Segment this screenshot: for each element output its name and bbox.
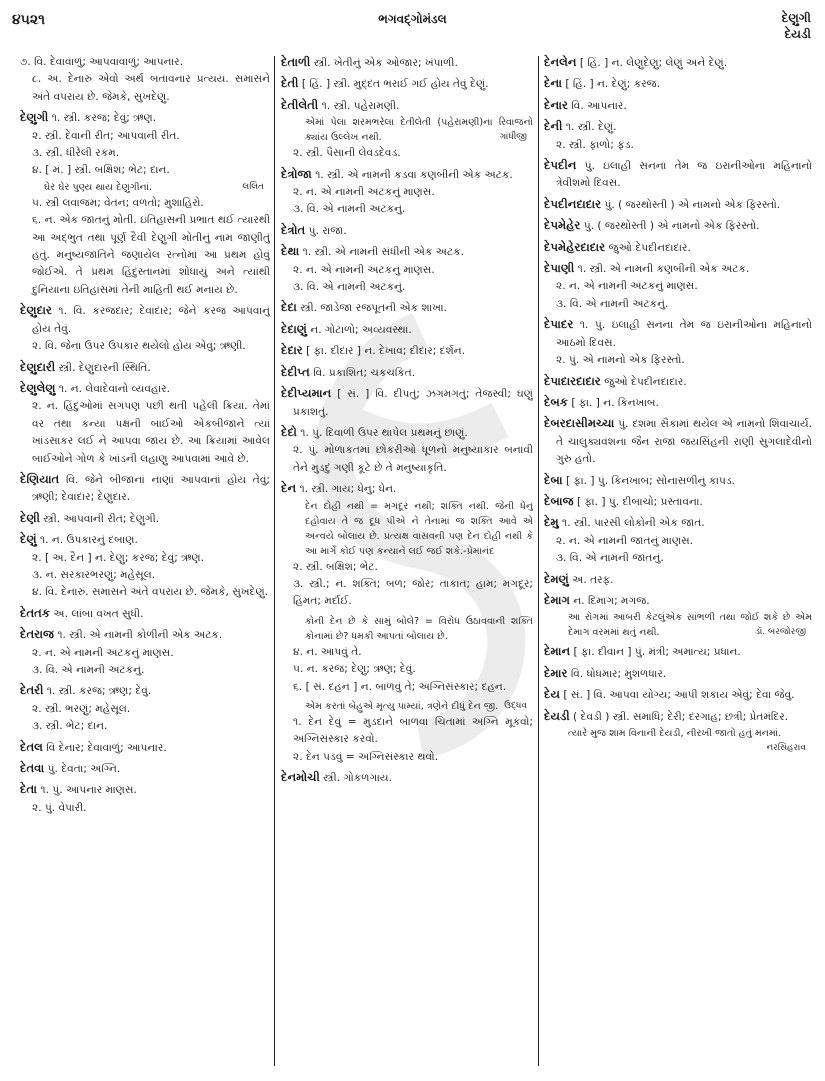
definition-line [20, 800, 270, 817]
definition-line [20, 302, 270, 338]
dictionary-entry [281, 54, 533, 72]
headword: દેણુદાર [20, 303, 52, 318]
headword: દેયડી [544, 708, 570, 723]
dictionary-entry [281, 321, 533, 339]
headword: દેદા [281, 300, 297, 315]
dictionary-entry [281, 299, 533, 317]
quote-text: ત્યારે મુજ શામ વિનાની દેયડી, નીરખી જાતો હતું મનમાં. [568, 728, 782, 739]
column-1 [20, 54, 270, 1063]
dictionary-entry [281, 769, 533, 787]
headword: દેતતક [20, 605, 51, 620]
dictionary-entry [281, 97, 533, 163]
quote-citation: નરસિંહરાવ [766, 743, 806, 753]
definition-text: પું. ( જરથોસ્તી ) એ નામનો એક ફિરસ્તો. [604, 198, 781, 211]
dictionary-entry [281, 222, 533, 240]
definition-text: ( દેવડી ) સ્ત્રી. સમાધિ; દેરી; દરગાહ; છત્રી; પ્રેતમંદિર. [573, 710, 789, 723]
dictionary-entry [281, 243, 533, 296]
definition-line [20, 781, 270, 799]
definition-line [544, 352, 812, 369]
definition-text: ૧. પું. આપનાર માણસ. [40, 784, 137, 797]
headword: દેથા [281, 244, 300, 259]
dictionary-entry [544, 415, 812, 468]
definition-line [544, 493, 812, 511]
headword: દેમણું [544, 571, 569, 586]
definition-line [20, 567, 270, 584]
dictionary-entry [281, 480, 533, 611]
definition-text: ૩. વિ. એ નામની અટકનું. [293, 203, 406, 216]
definition-line [281, 424, 533, 442]
definition-text: ૨. [ અ. દૈન ] ન. દેણુ; કરજ; દેવું; ઋણ. [32, 551, 205, 564]
headword: દેપદીનદાદાર [544, 196, 602, 211]
definition-text: ૨. ન. એ નામની અટકનું માણસ. [556, 280, 698, 293]
definition-line [20, 739, 270, 757]
dictionary-entry [544, 472, 812, 490]
definition-text: પું. દશમા સૈકામાં થયેલ એ નામનો શિવાચાર્ય. તે ચાલુક્યવંશના જૈન રાજા જયસિંહની રાણી સુગલાદેવીનો ગુરુ હતો. [556, 418, 812, 466]
definition-text: ૧. ન. ઉપકારનું દબાણ. [39, 534, 138, 547]
dictionary-entry [20, 605, 270, 623]
definition-text: ૩. સ્ત્રી. ધીરેલી રકમ. [32, 147, 120, 160]
column-2 [281, 54, 533, 1063]
headword: દેદો [281, 424, 297, 439]
headword: દેપદીન [544, 158, 577, 173]
dictionary-entry [544, 196, 812, 214]
definition-text: ૩. વિ. એ નામની જાતનું. [556, 552, 664, 565]
dictionary-entry [544, 239, 812, 257]
dictionary-entry [544, 97, 812, 115]
headword: દેબા [544, 472, 563, 487]
headword: દેય [544, 687, 560, 702]
definition-text: ૩. સ્ત્રી. ભેટ; દાન. [32, 720, 108, 733]
definition-line [20, 510, 270, 528]
definition-text: [ ફા. ] પું. કિનખાબ; સોનાસળીનું કાપડ. [566, 474, 736, 487]
headword: દેતરી [20, 683, 44, 698]
usage-quote [281, 499, 533, 559]
definition-text: ૭. વિ. દેવાવાળું; આપવાવાળું; આપનાર. [20, 56, 183, 68]
dictionary-entry [20, 54, 270, 106]
dictionary-entry [20, 781, 270, 817]
definition-line [544, 415, 812, 468]
definition-line [20, 662, 270, 679]
definition-line [281, 321, 533, 339]
definition-line [544, 196, 812, 214]
headword: દેપમેહેરદાદાર [544, 239, 606, 254]
definition-line [544, 373, 812, 391]
definition-text: [ સં. ] વિ. દીપતું; ઝગમગતું; તેજસ્વી; ઘણું પ્રકાશતું. [293, 388, 533, 418]
definition-line [281, 299, 533, 317]
definition-line [281, 54, 533, 72]
definition-line [281, 243, 533, 261]
definition-text: [ ફા. દીવાન ] પું. મંત્રી; અમાત્ય; પ્રધાન. [573, 646, 741, 659]
definition-line [544, 75, 812, 93]
definition-text: ૩. વિ. એ નામની અટકનું. [556, 297, 669, 310]
quote-text: કોની દેન છે કે સામું બોલે? = વિરોધ ઉઠાવવાની શક્તિ કોનામાં છે? ધમકી આપતાં બોલાય છે. [305, 615, 533, 642]
headword: દેતા [20, 782, 38, 797]
definition-line [281, 442, 533, 477]
dictionary-entry [544, 686, 812, 704]
column-3 [544, 54, 812, 1063]
headword: દેતવા [20, 761, 45, 776]
dictionary-entry [281, 364, 533, 382]
dictionary-entry [544, 54, 812, 72]
definition-text: ૧. પું. દિવાળી ઉપર થાપેલ પ્રથમનું છાણું. [300, 426, 468, 439]
headword: દેતરાજ [20, 627, 54, 642]
definition-text: [ સં. ] વિ. આપવા યોગ્ય; આપી શકાય એવું; દેવા જેવું. [563, 689, 795, 702]
headword: દેપાણી [544, 261, 575, 276]
dictionary-entry [281, 385, 533, 421]
headword: દેતી [281, 76, 299, 91]
dictionary-entry [544, 217, 812, 235]
definition-line [544, 296, 812, 313]
definition-text: ૧. સ્ત્રી. એ નામની કણબીની એક અટક. [577, 263, 750, 276]
definition-text: ૨. સ્ત્રી. દેવાની રીત; આપવાની રીત. [32, 129, 180, 142]
definition-text: સ્ત્રી. દેણુદારની સ્થિતિ. [58, 361, 151, 374]
definition-text: ૨. ન. હિંદુઓમાં સગપણ પછી થતી પહેલી ક્રિયા. તેમાં વર તથા કન્યા પક્ષની બાઈઓ એકબીજાને ત્યાં ખાંડસાકર લઈ ને આપવા જાય છે. આ ક્રિયામાં આવેલ બાઈઓને ગોળ કે ખાંડની લહાણુ આપવામાં આવે છે. [32, 400, 270, 465]
definition-text: [ ફા. દીદાર ] ન. દેખાવ; દીદાર; દર્શન. [306, 345, 466, 358]
dictionary-entry [20, 359, 270, 377]
dictionary-entry [281, 166, 533, 219]
definition-line [20, 605, 270, 623]
dictionary-entry [281, 614, 533, 696]
definition-line: ૬. ન. એક જાતનું મોતી. ઇતિહાસની પ્રભાત થઈ ત્યારથી આ અદ્ભુત તથા પૂર્ણ દૈવી દેણુગી મોતીનું નામ જાણીતું હતું. મનુષ્યજાતિને જણાયેલ રત્નોમાં આ પ્રથમ હોવું જોઈએ. તે પ્રથમ હિંદુસ્તાનમાં શોધાયું અને ત્યાંથી દુનિયાના ઇતિહાસમાં તેની માહિતી થઈ મનાય છે. [32, 214, 270, 296]
definition-line [544, 316, 812, 352]
definition-text: ૪. [ મં. ] સ્ત્રી. બક્ષિશ; ભેટ; દાન. [32, 164, 170, 177]
headword: દેણું [20, 532, 37, 547]
definition-line [544, 472, 812, 490]
quote-text: દેન દોહી નથી = મગદૂર નથી; શક્તિ નથી. જેની ધેનુ દહોવાય તે જ દૂધ પીએ ને તેનામાં જ શક્તિ આવે એ અન્વયે બોલાય છે. પ્રત્યક્ષ વાસવની પણ દેન દોહી નથી કે આ માર્ગે કોઈ પણ કન્યાને લઈ જઈ શકે.-પ્રેમાનંદ [305, 500, 533, 557]
definition-line [20, 359, 270, 377]
headword: દેબરદાસીમચ્ચા [544, 416, 615, 431]
guide-word-first: દેણુગી [781, 11, 811, 25]
definition-line [544, 571, 812, 589]
definition-text: પું. દેવતા; અગ્નિ. [47, 763, 121, 776]
definition-text: ૧. સ્ત્રી. પારસી લોકોની એક જાત. [562, 517, 705, 530]
headword: દેણિયાત [20, 471, 60, 486]
headword: દેનલેન [544, 55, 577, 69]
definition-line [20, 531, 270, 549]
definition-text: વિ. ધોધમાર; મુશળધાર. [570, 667, 667, 680]
column-divider [274, 56, 275, 1066]
dictionary-entry [20, 380, 270, 468]
dictionary-entry [544, 592, 812, 640]
dictionary-entry [20, 626, 270, 679]
headword: દેપાદર [544, 317, 574, 332]
definition-line [20, 626, 270, 644]
headword: દેમાગ [544, 592, 570, 607]
definition-text: ૨. ન. એ નામની અટકનું માણસ. [293, 186, 435, 199]
dictionary-entry [544, 118, 812, 154]
definition-text: ૨. સ્ત્રી. ફાળો; ફંડ. [556, 138, 634, 151]
definition-text: ૨. સ્ત્રી. ભરણું; મહેસૂલ. [32, 702, 131, 715]
definition-text: ૧. સ્ત્રી. એ નામની કડવા કણબીની એક અટક. [315, 168, 513, 181]
definition-line [281, 222, 533, 240]
definition-line [20, 145, 270, 162]
definition-line: ૪. ન. આપવું તે. [293, 645, 362, 658]
definition-text: [ હિં. ] ન. લેણુદેણુ; લેણું અને દેણું. [579, 57, 728, 69]
page-number: ૪૫૨૧ [12, 12, 45, 28]
headword: દેમાર [544, 665, 568, 680]
quote-citation: લલિત [242, 181, 264, 192]
definition-line [544, 514, 812, 532]
definition-line: ૫. ન. કરજ; દેણુ; ઋણ; દેવું. [293, 663, 416, 676]
headword: દેણુદારી [20, 359, 56, 374]
dictionary-entry [544, 708, 812, 756]
dictionary-entry [544, 493, 812, 511]
headword: દેણુગી [20, 110, 49, 125]
dictionary-entry [20, 510, 270, 528]
definition-line [281, 97, 533, 115]
definition-text: ૩. ન. સરકારભરણું; મહેસૂલ. [32, 568, 156, 581]
headword: દેણુલેણુ [20, 380, 56, 395]
definition-line [544, 550, 812, 567]
definition-line [544, 118, 812, 136]
definition-text: ૧. સ્ત્રી. દેણું. [565, 121, 617, 134]
definition-line [20, 701, 270, 718]
headword: દેદીપ્ત [281, 364, 310, 379]
quote-citation: ગાંધીજી [499, 132, 527, 143]
definition-line [544, 260, 812, 278]
dictionary-entry [544, 157, 812, 193]
definition-text: ૮. અ. દેનારું એવો અર્થ બતાવનાર પ્રત્યય. સમાસને અંતે વપરાય છે. જેમકે, સુખદેણુ. [32, 73, 270, 103]
dictionary-entry [20, 739, 270, 757]
usage-quote [544, 610, 812, 640]
definition-line [544, 157, 812, 193]
definition-line [20, 71, 270, 106]
definition-text: ૧. વિ. કરજદાર; દેવાદાર; જેને કરજ આપવાનું હોય તેવું. [32, 305, 270, 335]
definition-line [20, 550, 270, 567]
definition-text: ૨. પું. એ નામનો એક ફિરસ્તો. [556, 354, 685, 367]
definition-text: વિ દેનાર; દેવાવાળું; આપનાર. [46, 741, 167, 754]
dictionary-entry [20, 531, 270, 602]
headword: દેબક [544, 394, 568, 409]
definition-text: ૨. પું. વેપારી. [32, 801, 87, 814]
definition-line: ૩. સ્ત્રી.; ન. શક્તિ; બળ; જોર; તાકાત; હામ; મગદૂર; હિંમત; મર્દાઈ. [293, 577, 533, 608]
definition-text: ન. દિમાગ; મગજ. [573, 594, 650, 607]
definition-text: જુઓ દેપદીનદાદાર. [608, 241, 691, 254]
definition-line [20, 682, 270, 700]
definition-text: ૩. વિ. એ નામની અટકનું. [293, 281, 406, 294]
definition-line [281, 342, 533, 360]
definition-line [281, 279, 533, 296]
definition-line: ૫. સ્ત્રી લવાજમ; વેતન; વળતો; મુશાહિરો. [32, 196, 204, 209]
headword: દેદાર [281, 343, 303, 358]
headword: દેતાળી [281, 55, 311, 69]
definition-line [544, 217, 812, 235]
definition-line [281, 201, 533, 218]
definition-text: ૧. સ્ત્રી. ગાય; ધેનુ; ધેન. [299, 483, 397, 496]
definition-text: જુઓ દેપદીનદાદાર. [604, 375, 687, 388]
headword: દેન [281, 481, 297, 496]
definition-text: [ ફા. ] પું. દીબાચો; પ્રસ્તાવના. [576, 495, 703, 508]
dictionary-entry [20, 760, 270, 778]
definition-text: ૧. સ્ત્રી. એ નામની કોળીની એક અટક. [57, 629, 223, 642]
headword: દેતલ [20, 739, 43, 754]
definition-line [20, 584, 270, 601]
headword: દેદાણું [281, 321, 307, 336]
definition-text: [ હિં. ] ન. દેણું; કરજ. [565, 78, 661, 91]
definition-line: ૨. દેન પડવું = અગ્નિસંસ્કાર થવો. [293, 750, 439, 763]
definition-line [20, 128, 270, 145]
definition-text: [ હિં. ] સ્ત્રી. મુદ્દત ભરાઈ ગઈ હોય તેવું દેણું. [301, 78, 489, 91]
definition-text: સ્ત્રી. આપવાની રીત; દેણુગી. [43, 512, 160, 525]
usage-quote [281, 699, 533, 714]
headword: દેમાન [544, 644, 571, 659]
headword: દેપાદારદાદાર [544, 373, 601, 388]
definition-line [544, 533, 812, 550]
definition-line [281, 480, 533, 498]
dictionary-entry [281, 424, 533, 477]
definition-text: સ્ત્રી. જાડેજા રજપૂતની એક શાખા. [300, 302, 447, 315]
headword: દેત્રોજા [281, 166, 312, 181]
dictionary-entry [544, 316, 812, 369]
definition-line [544, 592, 812, 610]
definition-line: ૬. [ સં. દહન ] ન. બાળવું તે; અગ્નિસંસ્કાર; દહન. [293, 680, 507, 693]
definition-line [544, 54, 812, 72]
definition-line [281, 364, 533, 382]
definition-line [281, 769, 533, 787]
dictionary-entry [544, 394, 812, 412]
quote-text: ઘેર ઘેર પુણ્ય થાય દેણુગીનાં. [44, 181, 153, 193]
definition-text: અ. લાંબા વખત સુધી. [53, 607, 144, 620]
definition-text: પું. ( જરથોસ્તી ) એ નામનો એક ફિરસ્તો. [583, 220, 760, 233]
guide-words [782, 10, 811, 42]
definition-line: ૨. સ્ત્રી. બક્ષિશ; ભેટ. [293, 560, 378, 573]
headword: દેતીલેતી [281, 97, 319, 112]
definition-line [544, 643, 812, 661]
dictionary-entry [544, 373, 812, 391]
definition-line [20, 718, 270, 735]
definition-line: ૨. સ્ત્રી. પૈસાની લેવડદેવડ. [293, 147, 401, 160]
definition-line [544, 97, 812, 115]
definition-text: ૨. ન. એ નામની અટકનું માણસ. [32, 646, 174, 659]
page-header [0, 0, 825, 48]
dictionary-entry [20, 302, 270, 355]
definition-line [20, 760, 270, 778]
definition-text: ૨. પું. મોળાકતમાં છોકરીઓ ધૂળનો મનુષ્યાકાર બનાવી તેને મુડદું ગણી કૂટે છે તે મનુષ્યાકૃતિ. [293, 444, 533, 474]
dictionary-entry [281, 75, 533, 93]
headword: દેદીપ્યમાન [281, 386, 332, 401]
quote-text: આ રોગમાં આબરી કેટલુંએક સાંભળી તથા જોઈ શકે છે એમ દેમાગ વરમમાં થતું નથી. [568, 612, 812, 639]
definition-text: ન. ગોટાળો; અવ્યવસ્થા. [310, 323, 412, 336]
definition-line [20, 109, 270, 127]
definition-line [544, 686, 812, 704]
definition-text: ૨. ન. એ નામની અટકનું માણસ. [293, 263, 435, 276]
headword: દેમુ [544, 515, 559, 530]
usage-quote [281, 614, 533, 644]
quote-citation: ઉદ્ધવ [504, 700, 527, 711]
dictionary-entry [20, 682, 270, 735]
dictionary-entry [281, 699, 533, 766]
definition-line [544, 665, 812, 683]
definition-text: પું. ઇલાહી સનના તેમ જ ઇરાનીઓના મહિનાનો ત્રેવીશમો દિવસ. [556, 160, 812, 190]
headword: દેત્રોત [281, 222, 306, 237]
definition-line [20, 645, 270, 662]
definition-text: સ્ત્રી. ગોકળગાય. [323, 772, 392, 785]
definition-line [20, 54, 270, 71]
definition-text: સ્ત્રી. ખેતીનું એક ઓજાર; ખંપાળી. [313, 57, 458, 69]
definition-text: ૩. વિ. એ નામની અટકનું. [32, 664, 145, 676]
running-title: ભગવદ્ગોમંડલ [378, 12, 447, 26]
dictionary-entry [544, 514, 812, 567]
definition-text: ૧. સ્ત્રી. કરજ; દેવું; ઋણ. [51, 112, 157, 125]
definition-text: ૧. સ્ત્રી. કરજ; ઋણ; દેવું. [46, 685, 152, 698]
definition-line [281, 75, 533, 93]
definition-text: ૨. વિ. જેના ઉપર ઉપકાર થયેલો હોય એવું; ઋણી. [32, 340, 246, 353]
definition-line [20, 398, 270, 468]
definition-text: અ. તરફ. [572, 573, 614, 586]
headword: દેબાજ [544, 493, 574, 508]
definition-line [20, 380, 270, 398]
dictionary-entry [544, 571, 812, 589]
definition-text: ૧. સ્ત્રી. પહેરામણી. [321, 99, 400, 112]
dictionary-entry [20, 471, 270, 507]
definition-text: ૪. વિ. દેનારું. સમાસને અંતે વપરાય છે. જેમકે, સુખદેણું. [32, 586, 269, 599]
usage-quote [544, 726, 812, 756]
dictionary-entry [544, 260, 812, 313]
dictionary-entry [20, 109, 270, 299]
usage-quote [281, 115, 533, 145]
usage-quote [20, 180, 270, 195]
definition-line [281, 385, 533, 421]
headword: દેનમોચી [281, 770, 320, 785]
definition-text: ૧. સ્ત્રી. એ નામની સંધીની એક અટક. [302, 246, 464, 259]
definition-text: [ ફા. ] ન. કિનખાબ. [571, 396, 659, 409]
definition-line [20, 471, 270, 507]
headword: દેનાર [544, 97, 568, 112]
dictionary-entry [544, 643, 812, 661]
definition-text: વિ. પ્રકાશિત; ચકચકિત. [313, 366, 416, 379]
definition-line [281, 166, 533, 184]
definition-text: વિ. જેને બીજાનાં નાણાં આપવાનાં હોય તેવું; ઋણી; દેવાદાર; દેણુદાર. [32, 473, 270, 504]
quote-citation: ડૉ. બરજોરજી [755, 627, 806, 638]
definition-text: ૧. પું. ઇલાહી સનના તેમ જ ઇરાનીઓના મહિનાનો આઠમો દિવસ. [556, 319, 812, 349]
definition-text: ૨. ન. એ નામની જાતનું માણસ. [556, 534, 694, 547]
headword: દેની [544, 119, 563, 134]
dictionary-entry [544, 665, 812, 683]
definition-line [20, 162, 270, 179]
guide-word-last: દેયડી [784, 27, 811, 41]
headword: દેણી [20, 510, 40, 525]
dictionary-entry [281, 342, 533, 360]
definition-line [544, 239, 812, 257]
definition-line [544, 278, 812, 295]
definition-line [281, 184, 533, 201]
definition-line: ૧. દેન દેવું = મુડદાને બાળવા ચિતામાં અગ્નિ મૂકવો; અગ્નિસંસ્કાર કરવો. [293, 715, 533, 746]
headword: દેના [544, 76, 562, 91]
definition-line [544, 708, 812, 726]
quote-text: એમ કરતાં બેહુએ મૃત્યુ પામ્યાં, ત્રણેને દીધું દેન જી. [305, 700, 499, 712]
quote-text: એમાં પેલા શરમભરેલા દેતીલેતી (પહેરામણી)ના રિવાજનો ક્યાંય ઉલ્લેખ નથી. [305, 117, 533, 144]
definition-line [544, 137, 812, 154]
definition-line [20, 338, 270, 355]
definition-text: ૧. ન. લેવાદેવાનો વ્યવહાર. [58, 382, 170, 395]
headword: દેપમેહેર [544, 218, 581, 233]
column-divider [538, 56, 539, 1066]
definition-text: પું. રાજા. [308, 224, 347, 237]
definition-line [544, 394, 812, 412]
definition-line [281, 262, 533, 279]
definition-text: વિ. આપનાર. [571, 99, 627, 112]
dictionary-entry [544, 75, 812, 93]
